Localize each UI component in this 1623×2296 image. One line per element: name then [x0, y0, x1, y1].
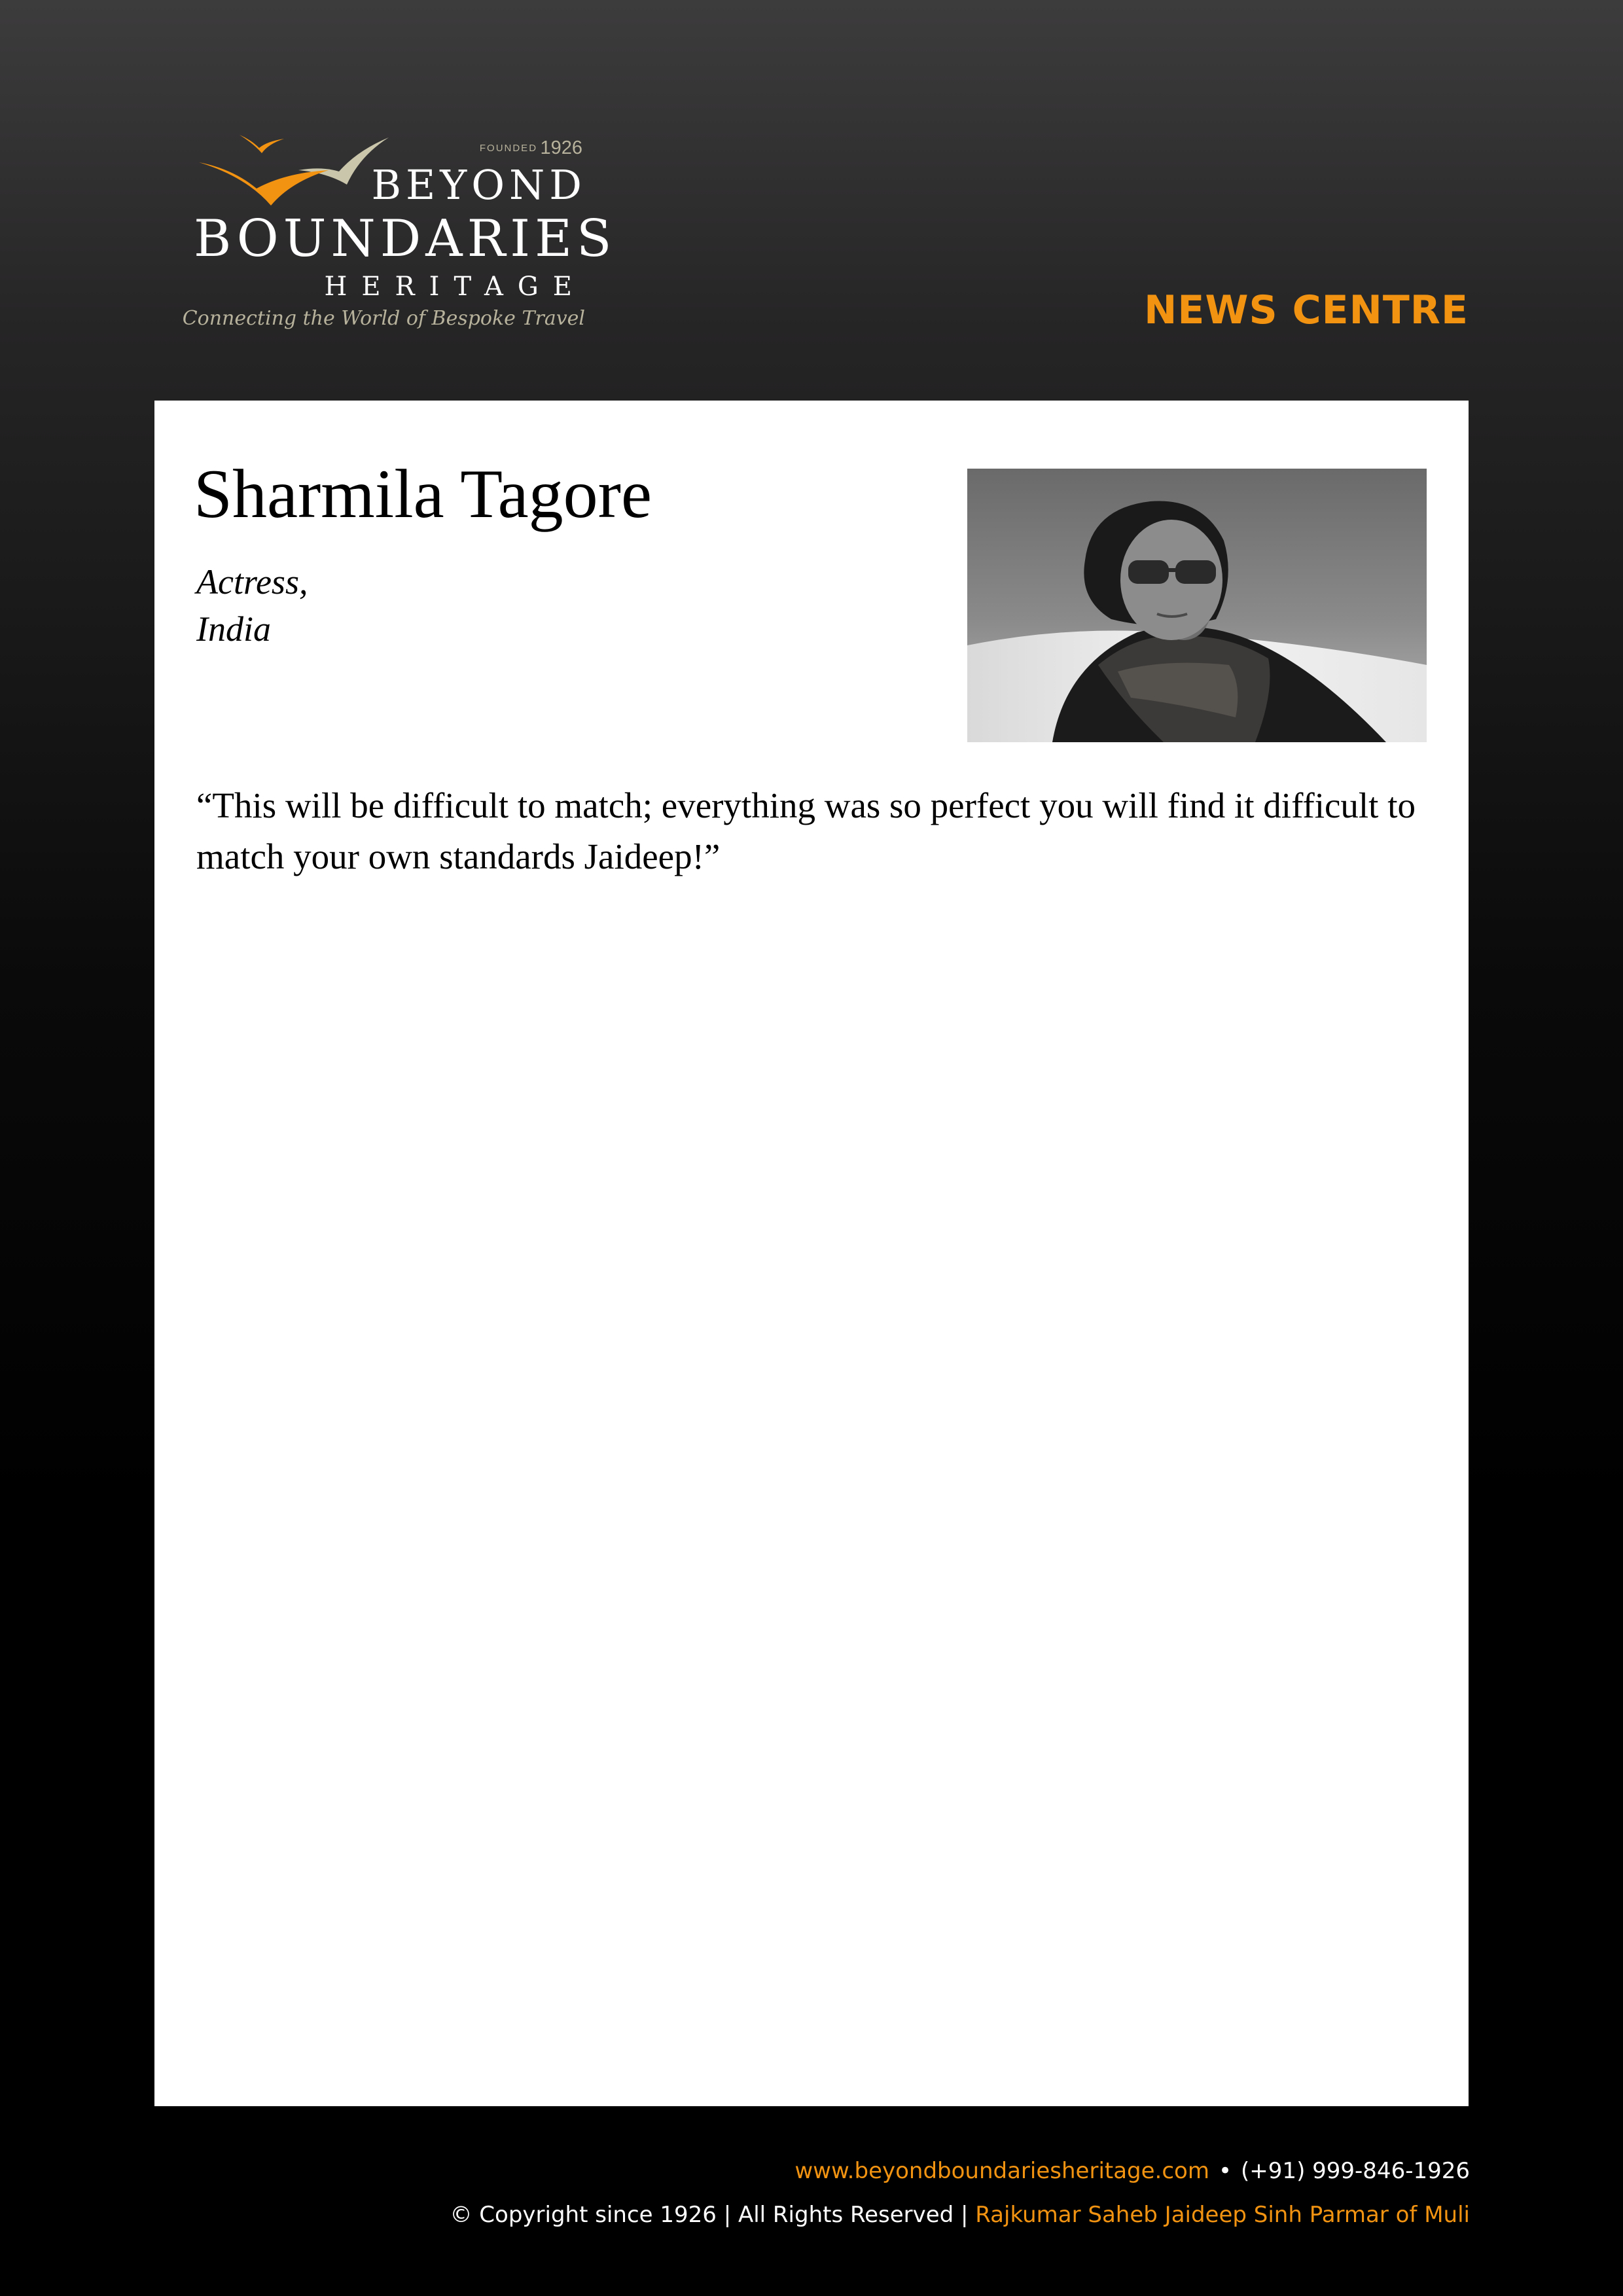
footer-contact — [794, 2160, 1470, 2182]
testimonial-card — [154, 401, 1469, 2106]
logo-tagline: Connecting the World of Bespoke Travel — [182, 307, 585, 330]
owner-link[interactable]: Rajkumar Saheb Jaideep Sinh Parmar of Muli — [975, 2202, 1470, 2228]
founded-year: 1926 — [540, 137, 582, 158]
phone-number[interactable]: (+91) 999-846-1926 — [1241, 2158, 1470, 2184]
logo-text-beyond: BEYOND — [371, 161, 586, 209]
testimonial-quote: “This will be difficult to match; everything was so perfect you will find it difficult to match your own standards Jaideep!” — [196, 785, 1416, 876]
footer-bullet: • — [1218, 2158, 1232, 2184]
person-role: Actress, — [196, 562, 308, 601]
news-centre-title: NEWS CENTRE — [1144, 287, 1469, 333]
copyright-text: © Copyright since 1926 | All Rights Reserved | — [450, 2202, 969, 2228]
logo-text-boundaries: BOUNDARIES — [194, 209, 616, 268]
portrait-photo — [967, 469, 1427, 742]
person-name: Sharmila Tagore — [194, 456, 652, 532]
brand-logo[interactable] — [182, 128, 616, 351]
person-country: India — [196, 609, 271, 649]
founded-text: FOUNDED — [479, 143, 538, 154]
founded-label — [480, 137, 582, 159]
logo-text-heritage: HERITAGE — [324, 272, 586, 302]
website-link[interactable]: www.beyondboundariesheritage.com — [794, 2158, 1209, 2184]
footer-copyright — [450, 2204, 1470, 2226]
